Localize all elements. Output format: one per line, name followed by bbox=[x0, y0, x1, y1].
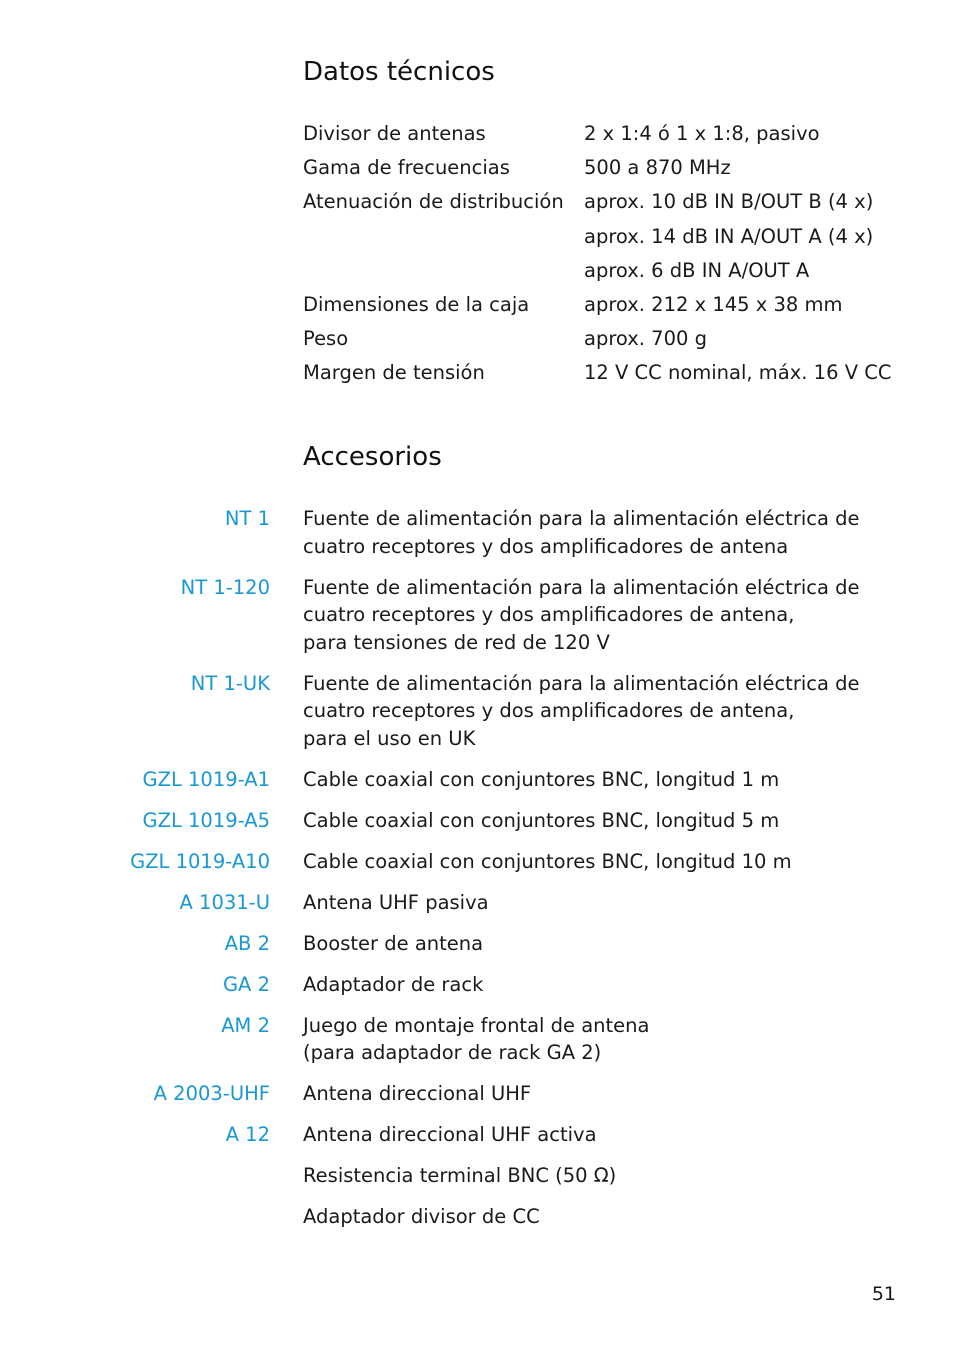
accessory-item bbox=[0, 848, 954, 876]
spec-label: Margen de tensión bbox=[303, 361, 485, 385]
accessory-description: Cable coaxial con conjuntores BNC, longitud 1 m bbox=[303, 767, 780, 791]
accessory-description: Antena direccional UHF bbox=[303, 1082, 532, 1105]
spec-value: aprox. 700 g bbox=[584, 327, 707, 351]
accessory-description: Juego de montaje frontal de antena bbox=[303, 1013, 650, 1037]
accessory-code: AM 2 bbox=[221, 1013, 270, 1037]
spec-value: 12 V CC nominal, máx. 16 V CC bbox=[584, 361, 892, 385]
spec-row bbox=[303, 185, 923, 288]
accessory-item bbox=[0, 930, 954, 958]
accessory-description: cuatro receptores y dos amplificadores de antena, bbox=[303, 603, 795, 626]
accessory-description: para tensiones de red de 120 V bbox=[303, 630, 610, 654]
accessory-description: Adaptador divisor de CC bbox=[303, 1205, 540, 1228]
accessory-item bbox=[0, 1162, 954, 1190]
accessory-item bbox=[0, 971, 954, 999]
accessory-item bbox=[0, 1080, 954, 1108]
accessory-code: GA 2 bbox=[222, 972, 270, 996]
accessory-item bbox=[0, 766, 954, 794]
accessory-item bbox=[0, 889, 954, 917]
accessories-heading: Accesorios bbox=[303, 442, 442, 472]
accessory-code: A 12 bbox=[225, 1123, 270, 1146]
spec-row bbox=[303, 117, 923, 151]
accessory-code: AB 2 bbox=[224, 931, 270, 955]
accessory-item bbox=[0, 1121, 954, 1149]
accessory-description: Antena UHF pasiva bbox=[303, 890, 489, 914]
spec-value: 2 x 1:4 ó 1 x 1:8, pasivo bbox=[584, 122, 820, 145]
accessory-description: cuatro receptores y dos amplificadores de antena, bbox=[303, 699, 795, 722]
accessory-description: Fuente de alimentación para la alimentación eléctrica de bbox=[303, 575, 860, 599]
specs-table bbox=[303, 117, 923, 391]
spec-label: Peso bbox=[303, 327, 349, 351]
accessory-description: Resistencia terminal BNC (50 Ω) bbox=[303, 1164, 617, 1187]
spec-value: aprox. 14 dB IN A/OUT A (4 x) bbox=[584, 224, 874, 248]
accessory-code bbox=[0, 1203, 270, 1231]
specs-heading: Datos técnicos bbox=[303, 57, 495, 87]
spec-row bbox=[303, 151, 923, 185]
accessory-code: A 1031-U bbox=[179, 890, 270, 914]
accessory-code: GZL 1019-A5 bbox=[142, 808, 270, 832]
accessory-description: cuatro receptores y dos amplificadores de antena bbox=[303, 534, 789, 558]
accessory-code: NT 1-120 bbox=[180, 575, 270, 599]
accessory-description: (para adaptador de rack GA 2) bbox=[303, 1041, 602, 1064]
spec-label: Atenuación de distribución bbox=[303, 190, 564, 214]
accessory-description: Cable coaxial con conjuntores BNC, longitud 10 m bbox=[303, 849, 792, 873]
accessory-description: Fuente de alimentación para la alimentación eléctrica de bbox=[303, 671, 860, 695]
accessory-item bbox=[0, 1203, 954, 1231]
accessory-description: Cable coaxial con conjuntores BNC, longitud 5 m bbox=[303, 808, 780, 832]
accessory-code bbox=[0, 1162, 270, 1190]
spec-row bbox=[303, 322, 923, 356]
spec-label: Gama de frecuencias bbox=[303, 156, 510, 180]
spec-value: aprox. 10 dB IN B/OUT B (4 x) bbox=[584, 190, 874, 214]
accessory-code: NT 1 bbox=[224, 507, 270, 530]
spec-row bbox=[303, 356, 923, 390]
accessory-item bbox=[0, 505, 954, 560]
accessory-item bbox=[0, 807, 954, 835]
accessory-item bbox=[0, 574, 954, 657]
accessory-description: Fuente de alimentación para la alimentación eléctrica de bbox=[303, 507, 860, 530]
accessory-description: Antena direccional UHF activa bbox=[303, 1123, 597, 1146]
spec-label: Dimensiones de la caja bbox=[303, 293, 530, 317]
accessory-code: GZL 1019-A1 bbox=[142, 767, 270, 791]
accessories-list bbox=[0, 505, 954, 1244]
spec-value: aprox. 212 x 145 x 38 mm bbox=[584, 293, 843, 317]
accessory-code: A 2003-UHF bbox=[153, 1082, 270, 1105]
spec-row bbox=[303, 288, 923, 322]
accessory-description: Booster de antena bbox=[303, 931, 484, 955]
accessory-description: para el uso en UK bbox=[303, 726, 476, 750]
spec-value: aprox. 6 dB IN A/OUT A bbox=[584, 258, 810, 282]
accessory-description: Adaptador de rack bbox=[303, 972, 484, 996]
accessory-item bbox=[0, 1012, 954, 1067]
accessory-code: GZL 1019-A10 bbox=[130, 849, 270, 873]
spec-label: Divisor de antenas bbox=[303, 122, 486, 145]
page-number: 51 bbox=[871, 1283, 896, 1305]
spec-value: 500 a 870 MHz bbox=[584, 156, 731, 180]
accessory-item bbox=[0, 670, 954, 753]
accessory-code: NT 1-UK bbox=[190, 671, 270, 695]
